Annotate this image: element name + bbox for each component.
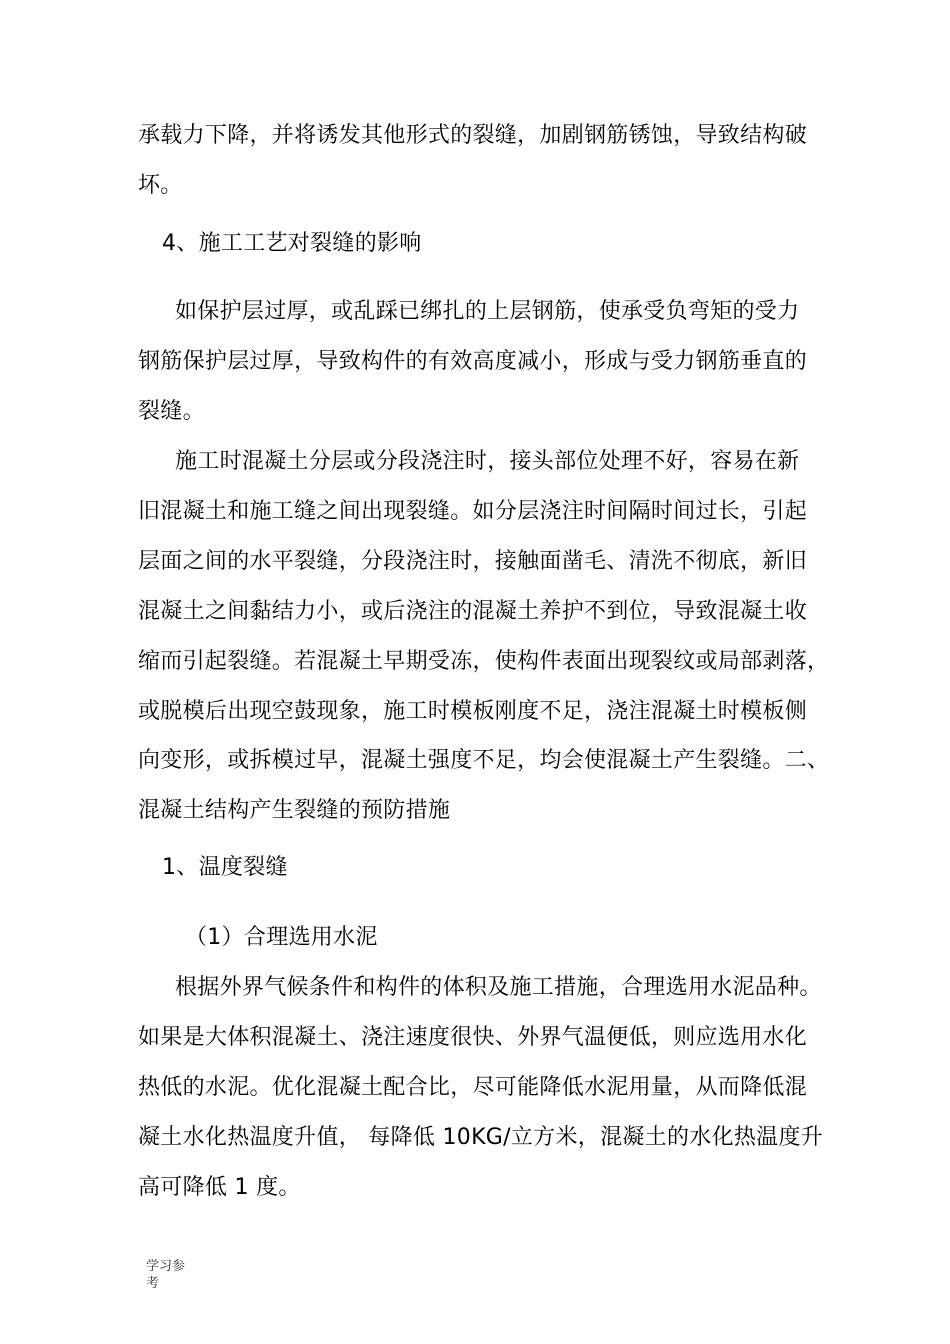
paragraph-line: 混凝土之间黏结力小，或后浇注的混凝土养护不到位，导致混凝土收 [138, 599, 808, 624]
paragraph-line: 凝土水化热温度升值， 每降低 10KG/立方米，混凝土的水化热温度升 [138, 1125, 824, 1150]
paragraph-line: 施工时混凝土分层或分段浇注时，接头部位处理不好，容易在新 [175, 449, 800, 474]
footer-line: 考 [146, 1276, 160, 1291]
paragraph-line: 钢筋保护层过厚，导致构件的有效高度减小，形成与受力钢筋垂直的 [138, 349, 808, 374]
paragraph-line: 如保护层过厚，或乱踩已绑扎的上层钢筋，使承受负弯矩的受力 [175, 299, 800, 324]
paragraph-line: 裂缝。 [138, 399, 205, 424]
subsection-heading: （1）合理选用水泥 [185, 925, 378, 950]
paragraph-line: 如果是大体积混凝土、浇注速度很快、外界气温便低，则应选用水化 [138, 1025, 808, 1050]
paragraph-line: 高可降低 1 度。 [138, 1175, 301, 1200]
paragraph-line: 承载力下降，并将诱发其他形式的裂缝，加剧钢筋锈蚀，导致结构破 [138, 123, 808, 148]
footer-line: 学习参 [146, 1259, 186, 1274]
section-heading: 4、施工工艺对裂缝的影响 [162, 231, 422, 256]
paragraph-line: 热低的水泥。优化混凝土配合比，尽可能降低水泥用量，从而降低混 [138, 1075, 808, 1100]
paragraph-line: 或脱模后出现空鼓现象，施工时模板刚度不足，浇注混凝土时模板侧 [138, 699, 808, 724]
section-heading: 混凝土结构产生裂缝的预防措施 [138, 798, 451, 823]
paragraph-line: 坏。 [138, 173, 183, 198]
paragraph-line: 缩而引起裂缝。若混凝土早期受冻，使构件表面出现裂纹或局部剥落， [138, 649, 830, 674]
paragraph-line: 向变形，或拆模过早，混凝土强度不足，均会使混凝土产生裂缝。二、 [138, 748, 830, 773]
page-footer [146, 1258, 196, 1292]
subsection-heading: 1、温度裂缝 [162, 855, 288, 880]
paragraph-line: 旧混凝土和施工缝之间出现裂缝。如分层浇注时间隔时间过长，引起 [138, 499, 808, 524]
paragraph-line: 根据外界气候条件和构件的体积及施工措施，合理选用水泥品种。 [175, 975, 822, 1000]
paragraph-line: 层面之间的水平裂缝，分段浇注时，接触面凿毛、清洗不彻底，新旧 [138, 549, 808, 574]
